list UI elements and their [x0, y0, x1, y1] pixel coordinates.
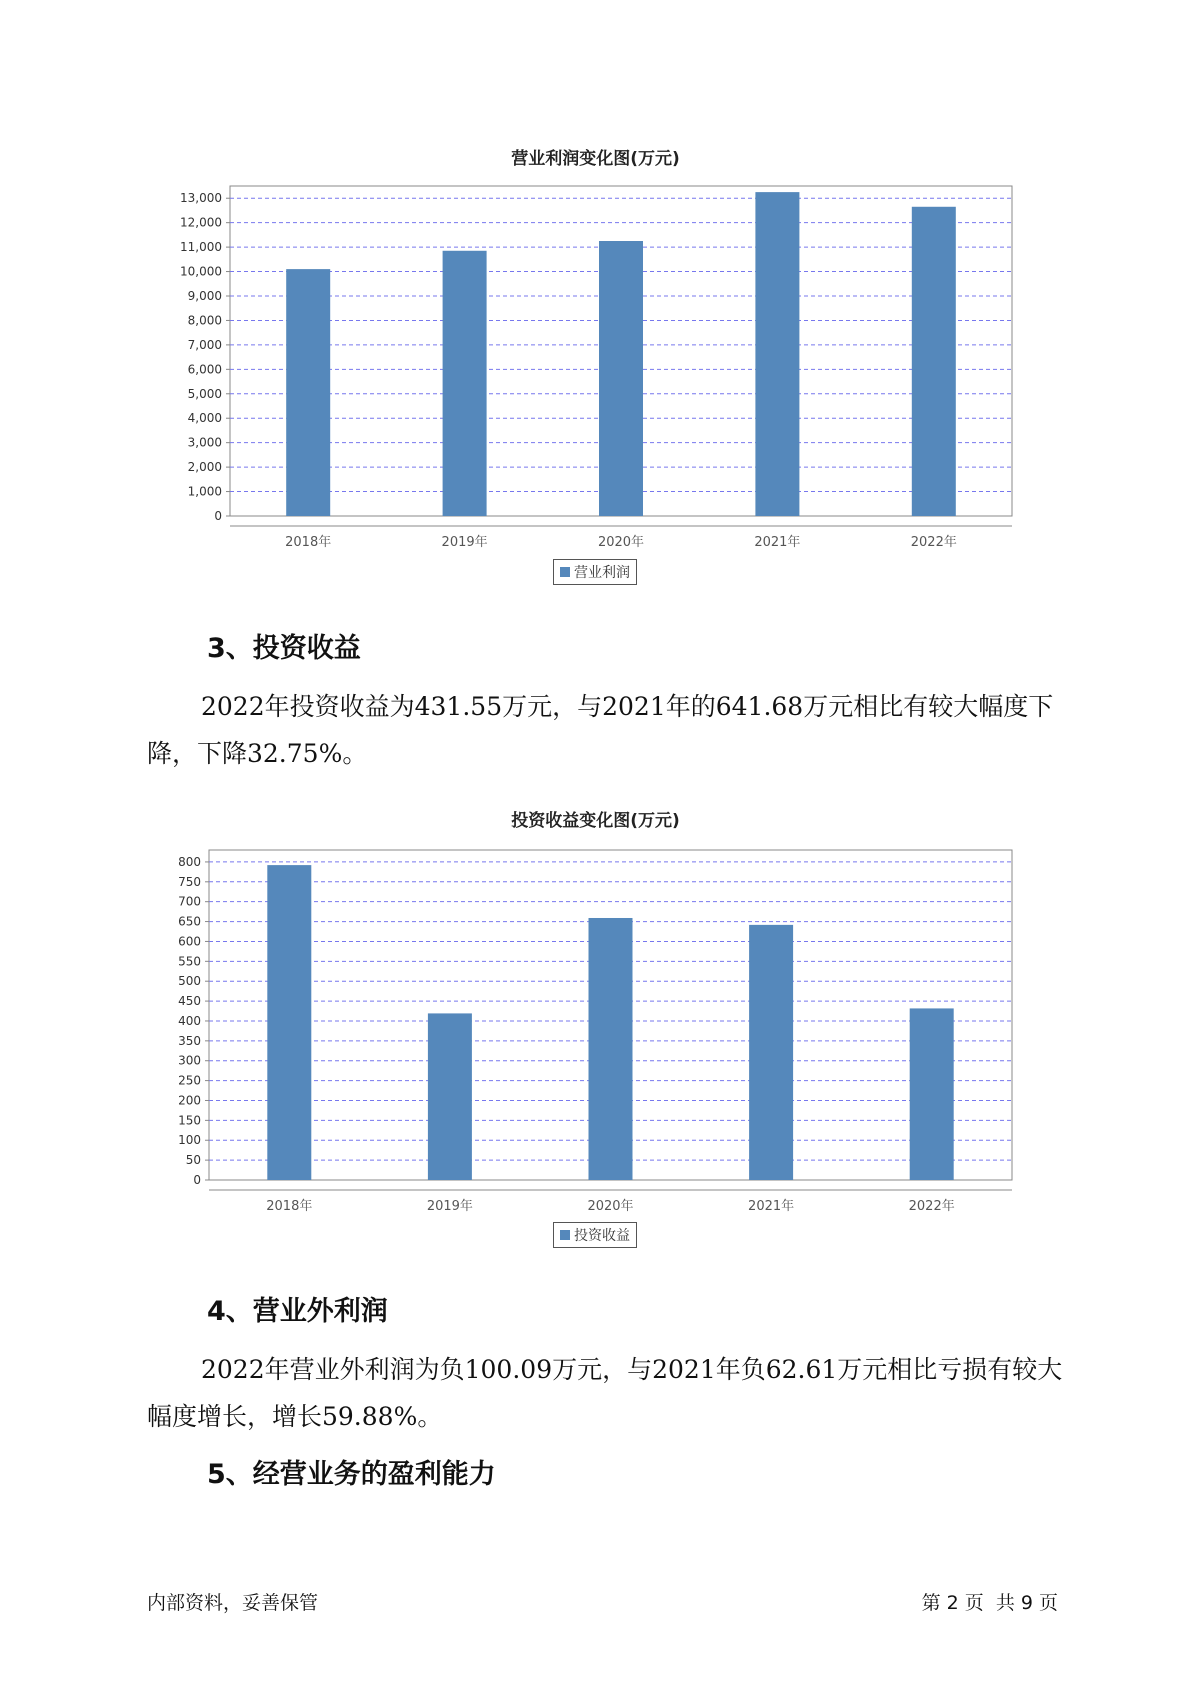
chart1-ytick-label: 12,000 — [180, 215, 222, 230]
legend-swatch-operating-profit — [560, 567, 570, 577]
chart2-bar-2020 — [589, 918, 633, 1180]
legend-label-investment-income: 投资收益 — [574, 1228, 630, 1244]
chart1-bar-2018 — [286, 269, 330, 516]
chart1-bar-2019 — [443, 251, 487, 516]
chart1-ytick-label: 8,000 — [187, 313, 222, 328]
chart2-ytick-label: 500 — [178, 974, 201, 989]
chart1-bar-2021 — [755, 192, 799, 516]
chart1-bar-2022 — [912, 207, 956, 516]
chart1-ytick-label: 6,000 — [187, 362, 222, 377]
chart2-bar-2022 — [910, 1008, 954, 1180]
chart2-ytick-label: 750 — [178, 874, 201, 889]
chart1-ytick-label: 1,000 — [187, 484, 222, 499]
chart2-ytick-label: 800 — [178, 854, 201, 869]
chart1-bar-2020 — [599, 241, 643, 516]
chart1-legend — [553, 559, 637, 585]
section-3-heading: 3、投资收益 — [207, 633, 361, 664]
chart1-xtick-label: 2019年 — [441, 535, 488, 550]
chart2-xtick-label: 2018年 — [266, 1199, 313, 1214]
section-4-heading: 4、营业外利润 — [207, 1296, 388, 1327]
legend-label-operating-profit: 营业利润 — [574, 565, 630, 581]
footer-page-number: 第 2 页 共 9 页 — [921, 1592, 1058, 1614]
investment-income-chart — [0, 840, 1191, 1214]
chart1-xtick-label: 2018年 — [285, 535, 332, 550]
chart2-bar-2018 — [267, 865, 311, 1180]
chart1-ytick-label: 0 — [214, 509, 222, 523]
section-3-text: 2022年投资收益为431.55万元，与2021年的641.68万元相比有较大幅度下降，下降32.75%。 — [147, 692, 1054, 768]
chart2-xtick-label: 2022年 — [908, 1199, 955, 1214]
chart1-ytick-label: 5,000 — [187, 386, 222, 401]
section-5-heading: 5、经营业务的盈利能力 — [207, 1459, 496, 1490]
chart1-xtick-label: 2020年 — [597, 535, 645, 550]
chart1-ytick-label: 10,000 — [180, 264, 222, 279]
chart1-ytick-label: 4,000 — [187, 411, 222, 426]
chart2-xtick-label: 2020年 — [587, 1199, 634, 1214]
chart1-ytick-label: 11,000 — [180, 240, 222, 255]
chart1-title: 营业利润变化图(万元) — [511, 149, 680, 169]
chart2-ytick-label: 0 — [193, 1173, 201, 1187]
chart1-xtick-label: 2021年 — [754, 535, 801, 550]
chart2-ytick-label: 600 — [178, 934, 201, 949]
chart2-ytick-label: 400 — [178, 1013, 201, 1028]
chart2-ytick-label: 250 — [178, 1073, 201, 1088]
chart2-ytick-label: 100 — [178, 1133, 201, 1148]
chart1-ytick-label: 7,000 — [187, 337, 222, 352]
chart2-ytick-label: 200 — [178, 1093, 201, 1108]
chart2-ytick-label: 700 — [178, 894, 201, 909]
chart2-ytick-label: 350 — [178, 1033, 201, 1048]
operating-profit-chart — [0, 180, 1191, 550]
section-4-text: 2022年营业外利润为负100.09万元，与2021年负62.61万元相比亏损有较大幅度增长，增长59.88%。 — [147, 1355, 1063, 1431]
chart2-ytick-label: 150 — [178, 1113, 201, 1128]
chart2-ytick-label: 650 — [178, 914, 201, 929]
chart2-ytick-label: 550 — [178, 954, 201, 969]
chart2-xtick-label: 2021年 — [748, 1199, 795, 1214]
chart1-ytick-label: 13,000 — [180, 191, 222, 206]
chart1-ytick-label: 3,000 — [187, 435, 222, 450]
chart2-bar-2019 — [428, 1013, 472, 1180]
chart2-legend — [553, 1222, 637, 1248]
chart2-xtick-label: 2019年 — [426, 1199, 473, 1214]
chart2-ytick-label: 450 — [178, 994, 201, 1009]
chart1-ytick-label: 2,000 — [187, 460, 222, 475]
legend-swatch-investment-income — [560, 1230, 570, 1240]
chart2-ytick-label: 50 — [185, 1153, 201, 1168]
chart2-title: 投资收益变化图(万元) — [511, 811, 680, 831]
chart1-ytick-label: 9,000 — [187, 289, 222, 303]
chart1-xtick-label: 2022年 — [910, 535, 957, 550]
chart2-bar-2021 — [749, 925, 793, 1180]
chart2-ytick-label: 300 — [178, 1053, 201, 1068]
footer-confidential-note: 内部资料，妥善保管 — [147, 1592, 319, 1614]
